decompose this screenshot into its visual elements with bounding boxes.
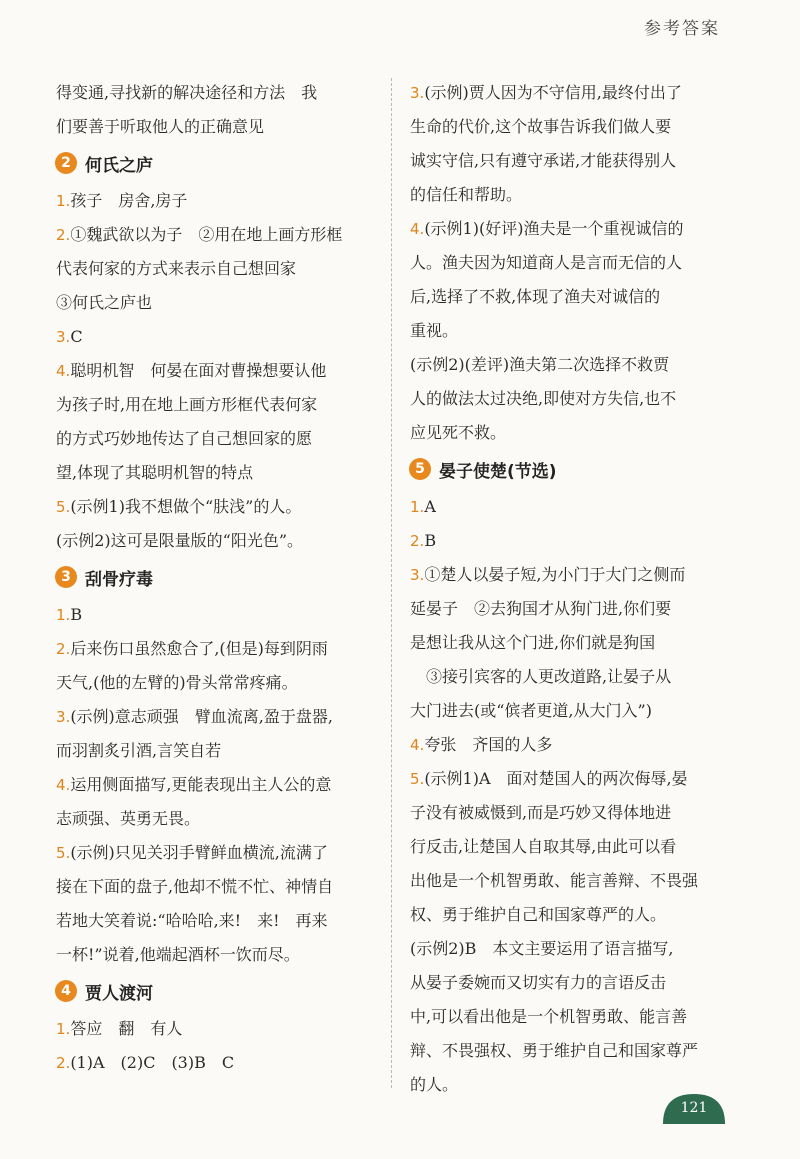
answer-continuation: 出他是一个机智勇敢、能言善辩、不畏强 — [410, 871, 699, 890]
answer-item — [56, 1046, 372, 1080]
section-3-heading — [55, 560, 372, 594]
page-number-tab — [663, 1094, 725, 1124]
answer-text: ①楚人以晏子短,为小门于大门之侧而 — [424, 565, 686, 584]
answer-item — [410, 212, 730, 246]
answer-text: 聪明机智 何晏在面对曹操想要认他 — [70, 361, 327, 380]
answer-continuation: 的方式巧妙地传达了自己想回家的愿 — [56, 429, 313, 448]
answer-item — [410, 524, 730, 558]
answer-item — [56, 598, 372, 632]
answer-continuation: 望,体现了其聪明机智的特点 — [56, 463, 254, 482]
answer-continuation: 行反击,让楚国人自取其辱,由此可以看 — [410, 837, 677, 856]
answer-continuation: 大门进去(或“傧者更道,从大门入”) — [410, 701, 652, 720]
page-number: 121 — [680, 1100, 708, 1116]
answer-continuation: 的人。 — [410, 1075, 459, 1094]
answer-text: (示例1)(好评)渔夫是一个重视诚信的 — [424, 219, 684, 238]
answer-number: 2. — [56, 1054, 71, 1072]
section-title: 何氏之庐 — [85, 155, 153, 176]
answer-number: 4. — [410, 736, 425, 754]
answer-continuation: 后,选择了不救,体现了渔夫对诚信的 — [410, 287, 661, 306]
answer-number: 3. — [56, 328, 71, 346]
answer-item — [56, 836, 372, 870]
answer-continuation: 从晏子委婉而又切实有力的言语反击 — [410, 973, 667, 992]
answer-continuation: (示例2)(差评)渔夫第二次选择不救贾 — [410, 355, 670, 374]
answer-text: 后来伤口虽然愈合了,(但是)每到阴雨 — [70, 639, 328, 658]
answer-text: 夸张 齐国的人多 — [424, 735, 553, 754]
answer-number: 1. — [56, 1020, 71, 1038]
answer-continuation: 权、勇于维护自己和国家尊严的人。 — [410, 905, 667, 924]
answer-continuation: 代表何家的方式来表示自己想回家 — [56, 259, 297, 278]
answer-number: 3. — [410, 84, 425, 102]
answer-text: B — [424, 531, 437, 550]
answer-continuation: 子没有被威慑到,而是巧妙又得体地进 — [410, 803, 672, 822]
answer-number: 2. — [410, 532, 425, 550]
section-4-heading — [55, 974, 372, 1008]
answer-text: 孩子 房舍,房子 — [70, 191, 188, 210]
answer-continuation: 中,可以看出他是一个机智勇敢、能言善 — [410, 1007, 688, 1026]
answer-number: 1. — [410, 498, 425, 516]
answer-text: (示例)只见关羽手臂鲜血横流,流满了 — [70, 843, 328, 862]
answer-text: A — [424, 497, 436, 516]
answer-continuation: 若地大笑着说:“哈哈哈,来! 来! 再来 — [56, 911, 328, 930]
answer-continuation: 诚实守信,只有遵守承诺,才能获得别人 — [410, 151, 677, 170]
answer-number: 4. — [56, 776, 71, 794]
answer-continuation: 应见死不救。 — [410, 423, 507, 442]
section-title: 晏子使楚(节选) — [439, 461, 557, 482]
answer-number: 3. — [410, 566, 425, 584]
answer-item — [56, 354, 372, 388]
answer-item — [56, 218, 372, 252]
section-title: 贾人渡河 — [85, 983, 153, 1004]
intro-line-1: 得变通,寻找新的解决途径和方法 我 — [56, 83, 318, 102]
answer-text: (1)A (2)C (3)B C — [70, 1053, 235, 1072]
answer-continuation: 重视。 — [410, 321, 459, 340]
answer-item — [56, 184, 372, 218]
section-5-heading — [409, 452, 730, 486]
section-badge: 5 — [409, 458, 431, 480]
answer-number: 1. — [56, 192, 71, 210]
answer-continuation: 一杯!”说着,他端起酒杯一饮而尽。 — [56, 945, 300, 964]
answer-item — [56, 320, 372, 354]
answer-continuation: 的信任和帮助。 — [410, 185, 523, 204]
answer-text: 答应 翻 有人 — [70, 1019, 183, 1038]
section-badge: 4 — [55, 980, 77, 1002]
answer-continuation: 人的做法太过决绝,即使对方失信,也不 — [410, 389, 677, 408]
answer-item — [410, 76, 730, 110]
answer-continuation: ③接引宾客的人更改道路,让晏子从 — [410, 667, 672, 686]
answer-number: 2. — [56, 640, 71, 658]
answer-continuation: 天气,(他的左臂的)骨头常常疼痛。 — [56, 673, 298, 692]
answer-continuation: ③何氏之庐也 — [56, 293, 153, 312]
answer-number: 3. — [56, 708, 71, 726]
answer-continuation: (示例2)这可是限量版的“阳光色”。 — [56, 531, 304, 550]
answer-text: (示例1)我不想做个“肤浅”的人。 — [70, 497, 302, 516]
answer-text: B — [70, 605, 83, 624]
column-divider — [391, 78, 392, 1088]
section-title: 刮骨疗毒 — [85, 569, 153, 590]
answer-number: 4. — [56, 362, 71, 380]
answer-continuation: 接在下面的盘子,他却不慌不忙、神情自 — [56, 877, 334, 896]
section-badge: 3 — [55, 566, 77, 588]
answer-text: ①魏武欲以为子 ②用在地上画方形框 — [70, 225, 343, 244]
page-header-title: 参考答案 — [644, 19, 720, 39]
answer-item — [410, 762, 730, 796]
answer-continuation: 是想让我从这个门进,你们就是狗国 — [410, 633, 656, 652]
answer-continuation: 延晏子 ②去狗国才从狗门进,你们要 — [410, 599, 672, 618]
answer-number: 2. — [56, 226, 71, 244]
answer-number: 5. — [56, 498, 71, 516]
answer-text: C — [70, 327, 83, 346]
answer-item — [56, 632, 372, 666]
answer-item — [410, 728, 730, 762]
answer-item — [56, 768, 372, 802]
answer-continuation: (示例2)B 本文主要运用了语言描写, — [410, 939, 674, 958]
answer-number: 4. — [410, 220, 425, 238]
answer-continuation: 人。渔夫因为知道商人是言而无信的人 — [410, 253, 683, 272]
answer-text: (示例)意志顽强 臂血流离,盈于盘器, — [70, 707, 333, 726]
answer-number: 1. — [56, 606, 71, 624]
answer-continuation: 为孩子时,用在地上画方形框代表何家 — [56, 395, 318, 414]
answer-continuation: 志顽强、英勇无畏。 — [56, 809, 201, 828]
answer-text: 运用侧面描写,更能表现出主人公的意 — [70, 775, 332, 794]
section-2-heading — [55, 146, 372, 180]
answer-item — [56, 700, 372, 734]
answer-continuation: 而羽割炙引酒,言笑自若 — [56, 741, 222, 760]
section-badge: 2 — [55, 152, 77, 174]
answer-continuation: 生命的代价,这个故事告诉我们做人要 — [410, 117, 672, 136]
answer-item — [56, 1012, 372, 1046]
answer-continuation: 辩、不畏强权、勇于维护自己和国家尊严 — [410, 1041, 699, 1060]
right-column — [410, 76, 730, 1102]
answer-number: 5. — [410, 770, 425, 788]
answer-text: (示例)贾人因为不守信用,最终付出了 — [424, 83, 682, 102]
answer-text: (示例1)A 面对楚国人的两次侮辱,晏 — [424, 769, 688, 788]
answer-item — [410, 490, 730, 524]
left-column — [56, 76, 372, 1080]
answer-item — [410, 558, 730, 592]
intro-line-2: 们要善于听取他人的正确意见 — [56, 117, 265, 136]
answer-item — [56, 490, 372, 524]
answer-number: 5. — [56, 844, 71, 862]
